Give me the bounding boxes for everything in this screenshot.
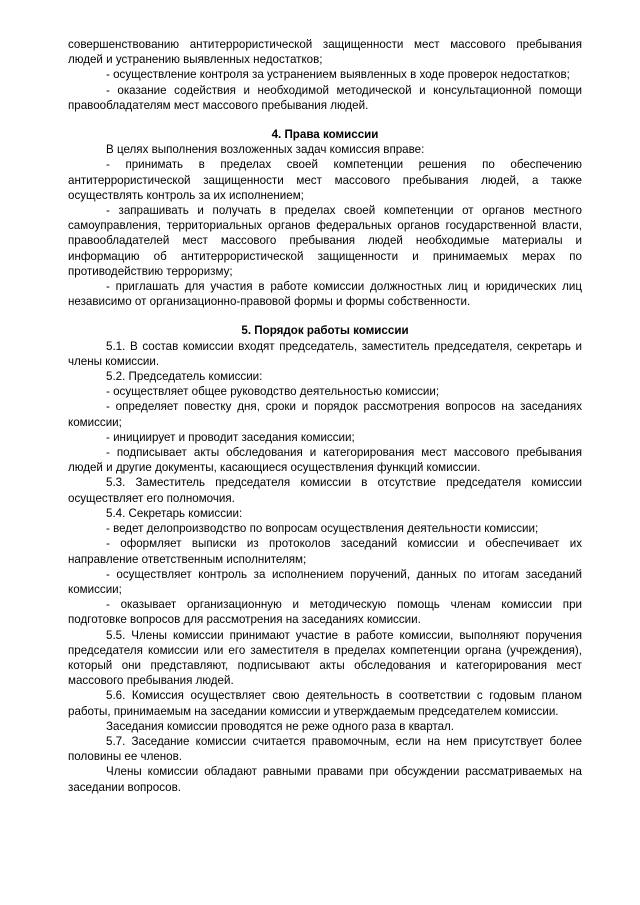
paragraph: - ведет делопроизводство по вопросам осуществления деятельности комиссии;: [106, 522, 539, 536]
paragraph: - оказание содействия и необходимой методической и консультационной помощи правообладателям мест массового пребывания людей.: [68, 83, 582, 112]
section-heading: 5. Порядок работы комиссии: [241, 324, 409, 338]
paragraph: В целях выполнения возложенных задач комиссия вправе:: [106, 143, 425, 157]
paragraph: 5.3. Заместитель председателя комиссии в отсутствие председателя комиссии осуществляет его полномочия.: [68, 476, 582, 505]
paragraph: - определяет повестку дня, сроки и порядок рассмотрения вопросов на заседаниях комиссии;: [68, 400, 582, 429]
paragraph: Заседания комиссии проводятся не реже одного раза в квартал.: [106, 719, 455, 733]
paragraph: совершенствованию антитеррористической защищенности мест массового пребывания людей и устранению выявленных недостатков;: [68, 38, 582, 67]
document-page: [68, 37, 582, 795]
paragraph: 5.7. Заседание комиссии считается правомочным, если на нем присутствует более половины ее членов.: [68, 734, 582, 764]
paragraph: 5.2. Председатель комиссии:: [106, 370, 263, 384]
paragraph: Члены комиссии обладают равными правами при обсуждении рассматриваемых на заседании вопросов.: [68, 765, 582, 794]
paragraph: 5.4. Секретарь комиссии:: [106, 506, 243, 520]
paragraph: 5.5. Члены комиссии принимают участие в работе комиссии, выполняют поручения председателя комиссии или его заместителя в пределах компетенции органа (учреждения), который они представляют, подписывают акты обследования и категорирования мест массового пребывания людей.: [68, 628, 582, 688]
paragraph: - принимать в пределах своей компетенции решения по обеспечению антитеррористической защищенности мест массового пребывания людей, а также осуществлять контроль за их исполнением;: [68, 158, 582, 202]
paragraph: - осуществляет общее руководство деятельностью комиссии;: [106, 385, 440, 399]
paragraph: 5.1. В состав комиссии входят председатель, заместитель председателя, секретарь и члены комиссии.: [68, 339, 582, 368]
paragraph: - приглашать для участия в работе комиссии должностных лиц и юридических лиц независимо от организационно-правовой формы и формы собственности.: [68, 280, 582, 309]
paragraph: - инициирует и проводит заседания комиссии;: [106, 430, 355, 444]
paragraph: - осуществляет контроль за исполнением поручений, данных по итогам заседаний комиссии;: [68, 567, 582, 596]
paragraph: - оформляет выписки из протоколов заседаний комиссии и обеспечивает их направление ответственным исполнителям;: [68, 537, 582, 566]
paragraph: - оказывает организационную и методическую помощь членам комиссии при подготовке вопросов для рассмотрения на заседаниях комиссии.: [68, 598, 582, 627]
paragraph: - запрашивать и получать в пределах своей компетенции от органов местного самоуправления, территориальных органов федеральных органов государственной власти, правообладателей мест массового пребывания людей необходимые материалы и информацию об антитеррористической защищенности и принимаемых мерах по противодействию терроризму;: [68, 204, 582, 278]
paragraph: 5.6. Комиссия осуществляет свою деятельность в соответствии с годовым планом работы, принимаемым на заседании комиссии и утверждаемым председателем комиссии.: [68, 689, 582, 718]
section-heading: 4. Права комиссии: [271, 128, 379, 142]
paragraph: - подписывает акты обследования и категорирования мест массового пребывания людей и другие документы, касающиеся осуществления функций комиссии.: [68, 446, 582, 475]
paragraph: - осуществление контроля за устранением выявленных в ходе проверок недостатков;: [106, 68, 570, 82]
